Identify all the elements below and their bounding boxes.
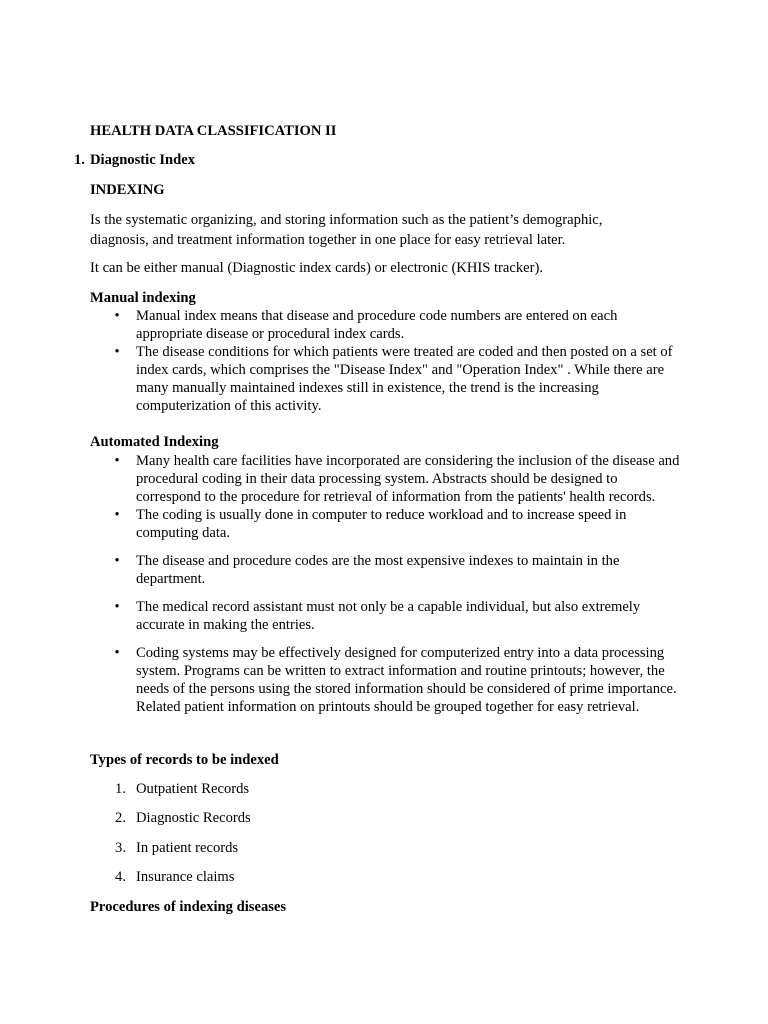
list-item-text: Outpatient Records (136, 781, 250, 797)
list-item (90, 809, 251, 827)
list-item-text: The disease and procedure codes are the most expensive indexes to maintain in the department. (136, 553, 620, 587)
bullet-icon: • (114, 344, 120, 360)
automated-indexing-list (90, 452, 690, 542)
list-item (90, 780, 249, 798)
bullet-icon: • (114, 453, 120, 469)
list-item (90, 307, 646, 343)
procedures-heading: Procedures of indexing diseases (90, 899, 287, 915)
automated-indexing-list-cont-1 (90, 552, 690, 588)
document-title: HEALTH DATA CLASSIFICATION II (90, 123, 337, 139)
list-item (90, 343, 686, 415)
manual-indexing-heading: Manual indexing (90, 290, 196, 306)
manual-indexing-list (90, 307, 690, 415)
list-item (90, 598, 676, 634)
list-item (90, 839, 238, 857)
list-item (90, 552, 666, 588)
types-heading: Types of records to be indexed (90, 752, 279, 768)
bullet-icon: • (114, 553, 120, 569)
bullet-icon: • (114, 599, 120, 615)
list-item-text: Manual index means that disease and procedure code numbers are entered on each appropriate disease or procedural index cards. (136, 308, 618, 342)
indexing-definition: Is the systematic organizing, and storing information such as the patient’s demographic, diagnosis, and treatment information together in one place for easy retrieval later. (90, 212, 603, 248)
list-item-text: Insurance claims (136, 869, 235, 885)
indexing-heading: INDEXING (90, 182, 165, 198)
list-item-text: Many health care facilities have incorporated are considering the inclusion of the disease and procedural coding in their data processing system. Abstracts should be designed to correspond to the procedure for retrieval of information from the patients' health records. (136, 453, 680, 505)
list-item (90, 506, 656, 542)
list-item-number: 2. (115, 810, 126, 826)
list-item-text: The coding is usually done in computer to reduce workload and to increase speed in computing data. (136, 507, 627, 541)
bullet-icon: • (114, 507, 120, 523)
list-item-number: 4. (115, 869, 126, 885)
list-item (90, 452, 681, 506)
bullet-icon: • (114, 308, 120, 324)
list-item (90, 868, 234, 886)
section-heading: Diagnostic Index (90, 152, 196, 168)
list-item-text: Diagnostic Records (136, 810, 251, 826)
list-item-text: Coding systems may be effectively designed for computerized entry into a data processing system. Programs can be written to extract information and routine printouts; however, the needs of the persons using the stored information should be considered of prime importance. Related patient information on printouts should be grouped together for easy retrieval. (136, 645, 677, 715)
automated-indexing-heading: Automated Indexing (90, 434, 219, 450)
list-item-text: The medical record assistant must not only be a capable individual, but also extremely accurate in making the entries. (136, 599, 641, 633)
list-item (90, 644, 681, 716)
automated-indexing-list-cont-2 (90, 598, 690, 634)
list-item-number: 1. (115, 781, 126, 797)
automated-indexing-list-cont-3 (90, 644, 690, 716)
indexing-types-paragraph: It can be either manual (Diagnostic index cards) or electronic (KHIS tracker). (90, 260, 544, 276)
list-item-number: 3. (115, 840, 126, 856)
list-item-text: The disease conditions for which patients were treated are coded and then posted on a set of index cards, which comprises the "Disease Index" and "Operation Index" . While there are many manually maintained indexes still in existence, the trend is the increasing computerization of this activity. (136, 344, 673, 414)
section-number: 1. (74, 152, 85, 168)
bullet-icon: • (114, 645, 120, 661)
list-item-text: In patient records (136, 840, 239, 856)
